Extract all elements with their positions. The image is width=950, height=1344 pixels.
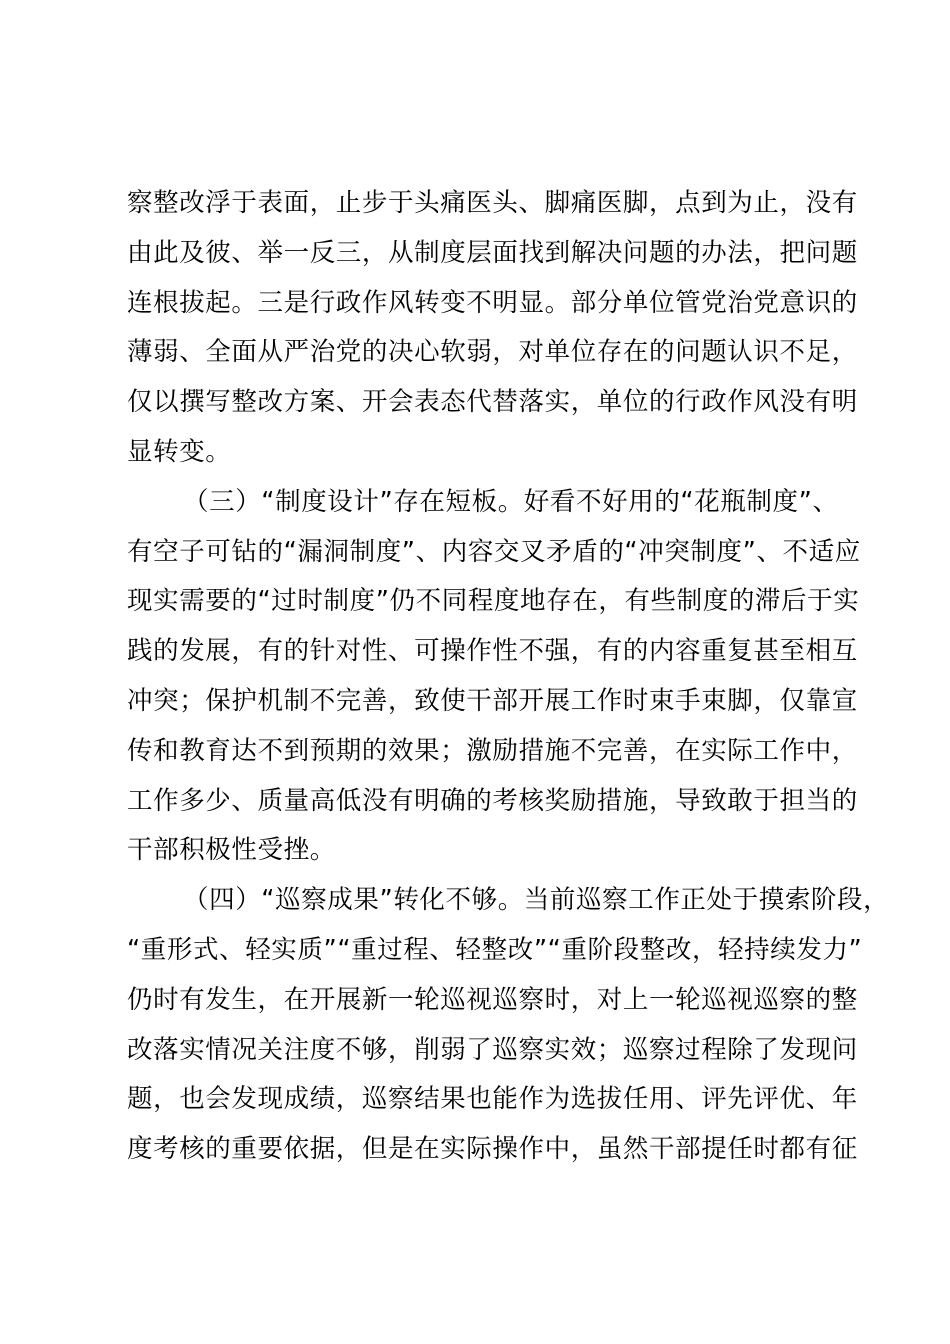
text-line: 传和教育达不到预期的效果；激励措施不完善，在实际工作中，: [127, 735, 858, 766]
text-line: 察整改浮于表面，止步于头痛医头、脚痛医脚，点到为止，没有: [127, 188, 858, 218]
section-heading-4: （四）“巡察成果”转化不够。当前巡察工作正处于摸索阶段，: [183, 885, 890, 916]
text-line: 工作多少、质量高低没有明确的考核奖励措施，导致敢于担当的: [127, 785, 858, 816]
text-line: 连根拔起。三是行政作风转变不明显。部分单位管党治党意识的: [127, 287, 858, 318]
text-line: 由此及彼、举一反三，从制度层面找到解决问题的办法，把问题: [127, 237, 858, 268]
body-text: [127, 179, 890, 1175]
text-line: 薄弱、全面从严治党的决心软弱，对单位存在的问题认识不足，: [127, 337, 858, 368]
text-line: 仅以撰写整改方案、开会表态代替落实，单位的行政作风没有明: [127, 387, 858, 418]
text-line: 干部积极性受挫。: [127, 835, 336, 866]
text-line: 显转变。: [127, 436, 232, 467]
text-line: 有空子可钻的“漏洞制度”、内容交叉矛盾的“冲突制度”、不适应: [127, 536, 861, 567]
text-line: 践的发展，有的针对性、可操作性不强，有的内容重复甚至相互: [127, 636, 858, 667]
text-line: 题，也会发现成绩，巡察结果也能作为选拔任用、评先评优、年: [127, 1084, 858, 1115]
section-heading-3: （三）“制度设计”存在短板。好看不好用的“花瓶制度”、: [183, 486, 839, 517]
text-line: 仍时有发生，在开展新一轮巡视巡察时，对上一轮巡视巡察的整: [127, 984, 858, 1015]
text-line: 冲突；保护机制不完善，致使干部开展工作时束手束脚，仅靠宣: [127, 685, 858, 716]
text-line: 现实需要的“过时制度”仍不同程度地存在，有些制度的滞后于实: [127, 586, 860, 617]
text-line: 改落实情况关注度不够，削弱了巡察实效；巡察过程除了发现问: [127, 1034, 858, 1065]
text-line: 度考核的重要依据，但是在实际操作中，虽然干部提任时都有征: [127, 1134, 858, 1165]
text-line: “重形式、轻实质”“重过程、轻整改”“重阶段整改，轻持续发力”: [127, 934, 863, 965]
